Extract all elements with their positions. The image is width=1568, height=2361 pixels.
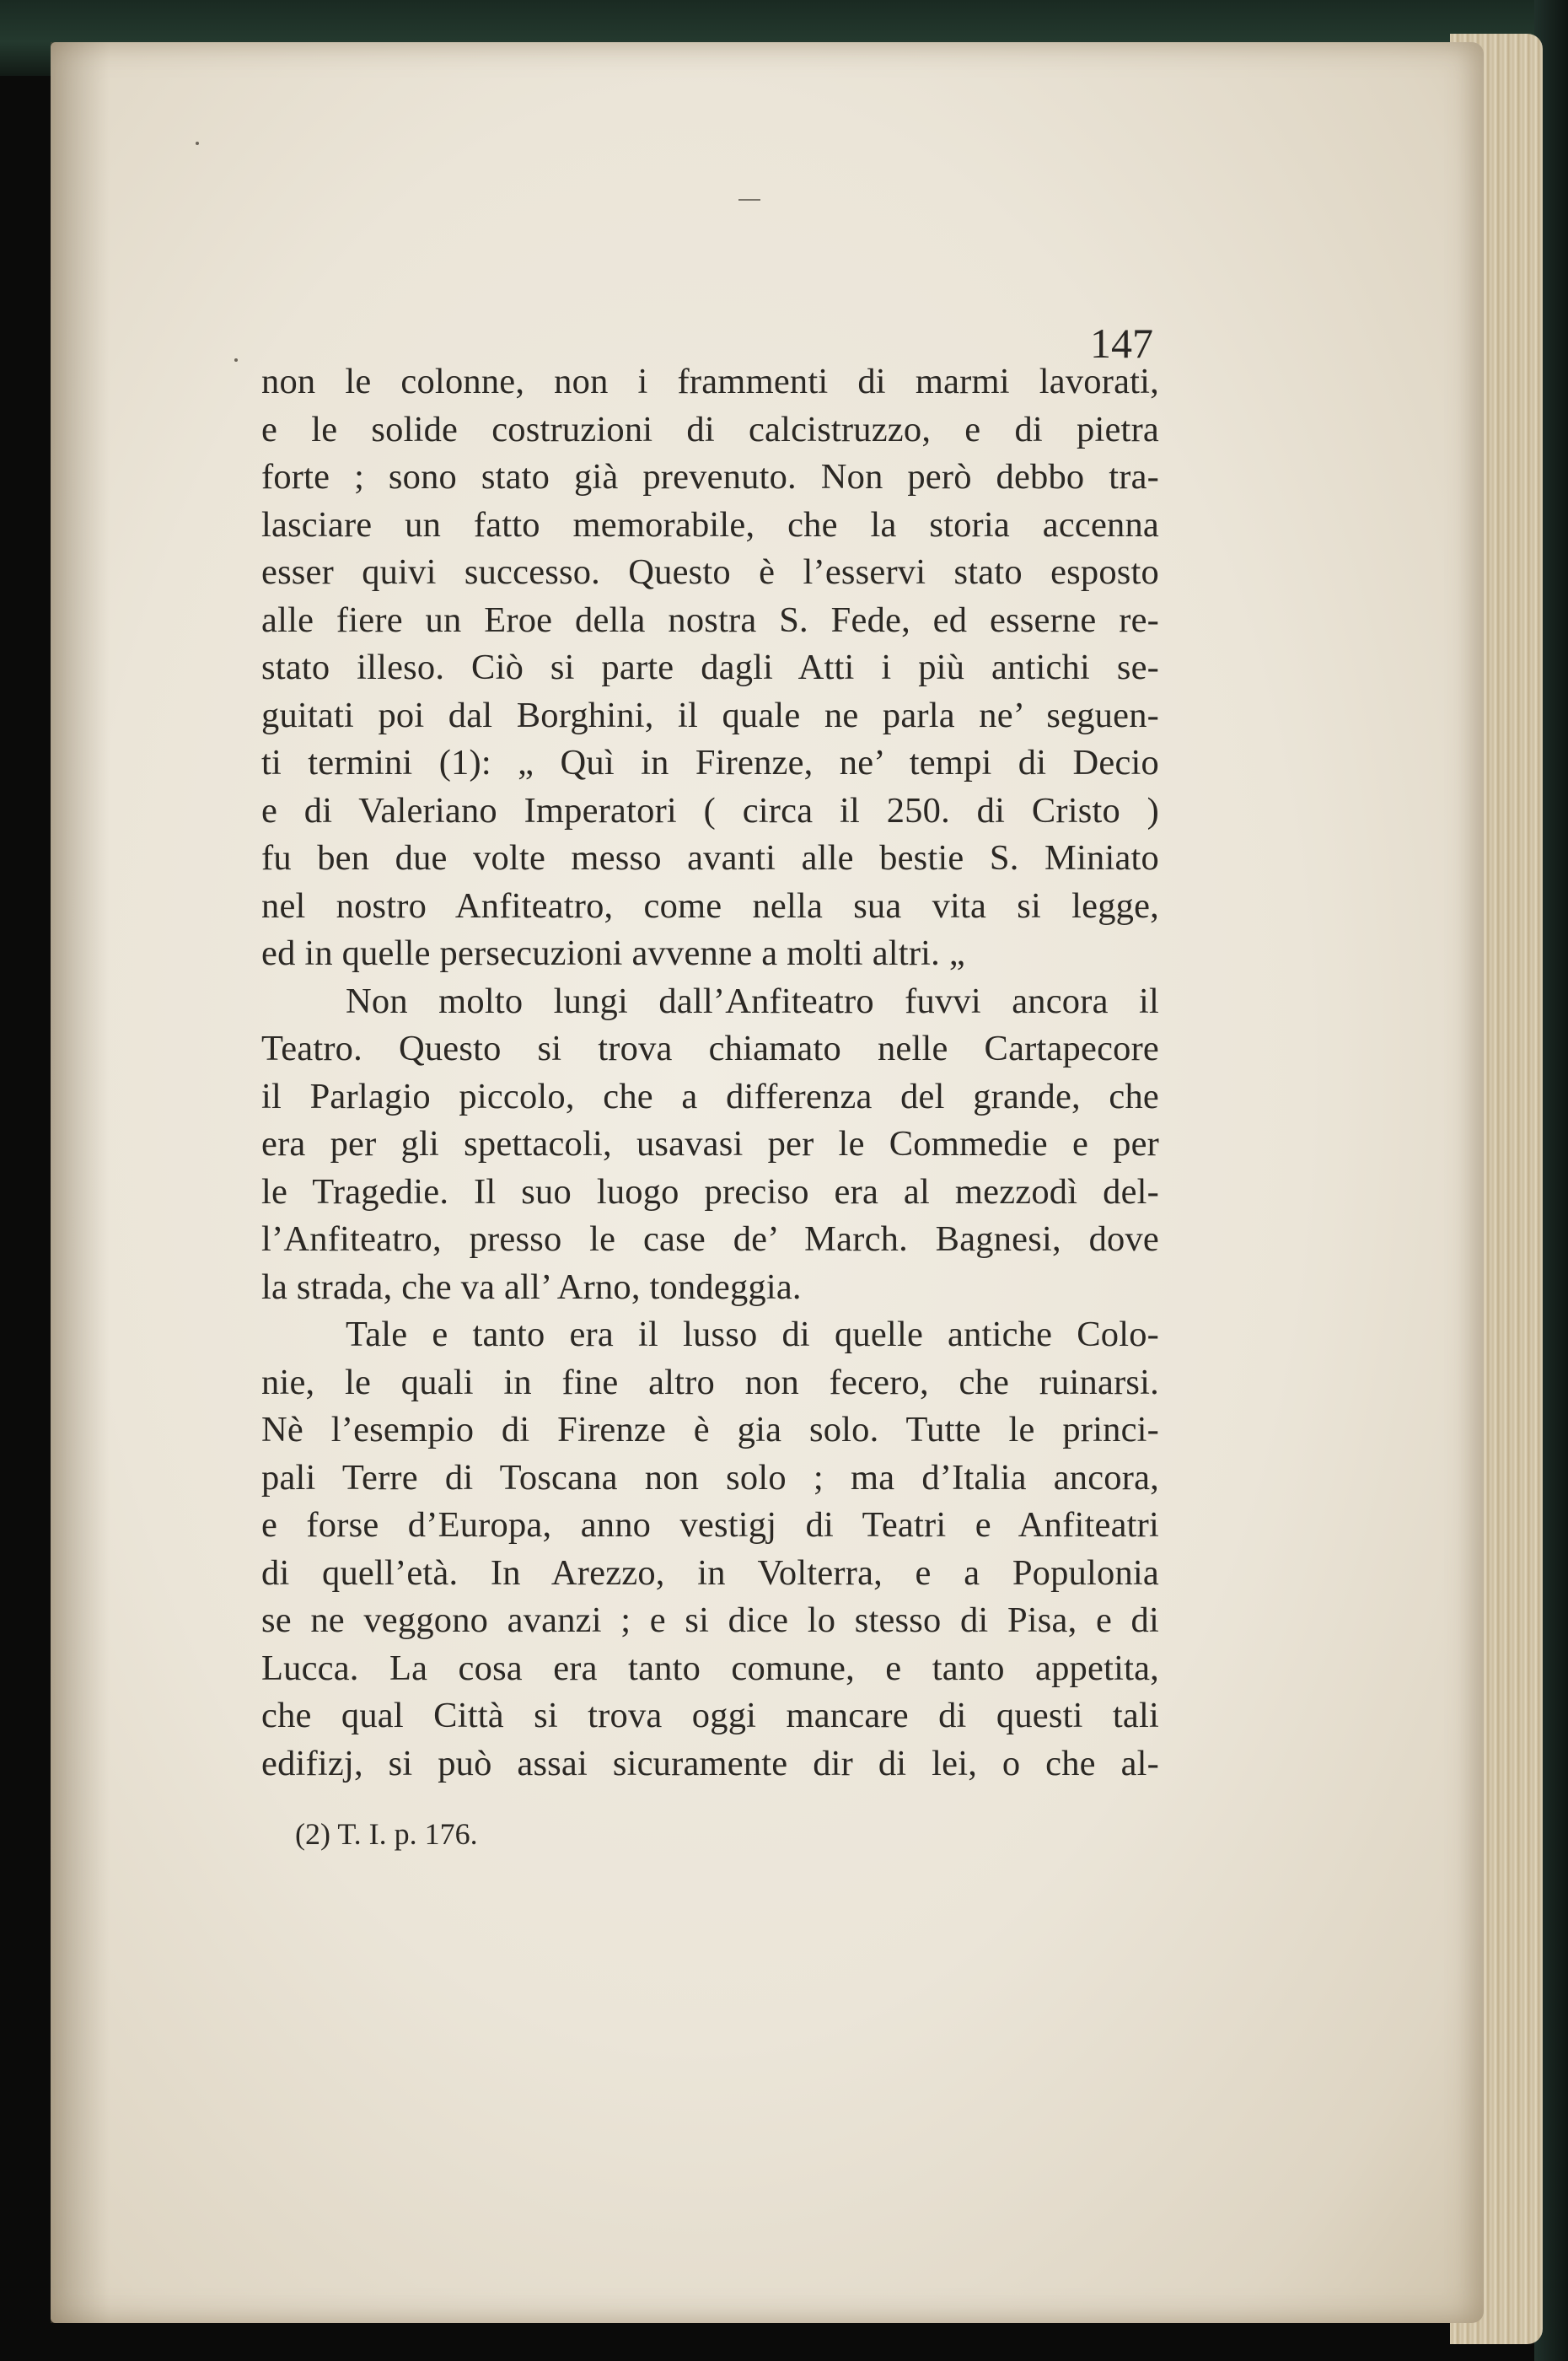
text-line: non le colonne, non i frammenti di marmi lavorati, — [261, 362, 1159, 401]
text-line: e di Valeriano Imperatori ( circa il 250. di Cristo ) — [261, 790, 1159, 831]
text-line: esser quivi successo. Questo è l’esservi stato esposto — [261, 552, 1159, 592]
text-line: l’Anfiteatro, presso le case de’ March. Bagnesi, dove — [261, 1219, 1159, 1259]
text-line: di quell’età. In Arezzo, in Volterra, e a Populonia — [261, 1552, 1159, 1593]
text-line: edifizj, si può assai sicuramente dir di lei, o che al- — [261, 1743, 1159, 1783]
text-line: se ne veggono avanzi ; e si dice lo stesso di Pisa, e di — [261, 1600, 1159, 1640]
text-line: la strada, che va all’ Arno, tondeggia. — [261, 1267, 802, 1307]
text-line: lasciare un fatto memorabile, che la storia accenna — [261, 504, 1159, 545]
text-line: fu ben due volte messo avanti alle bestie S. Miniato — [261, 838, 1159, 878]
text-line: pali Terre di Toscana non solo ; ma d’Italia ancora, — [261, 1457, 1159, 1498]
text-line: guitati poi dal Borghini, il quale ne parla ne’ seguen- — [261, 695, 1159, 735]
text-line: le Tragedie. Il suo luogo preciso era al mezzodì del- — [261, 1171, 1159, 1212]
text-line: ed in quelle persecuzioni avvenne a molti altri. „ — [261, 933, 965, 973]
paper-speck — [196, 142, 199, 145]
text-line: e forse d’Europa, anno vestigj di Teatri e Anfiteatri — [261, 1505, 1159, 1545]
page-number: 147 — [1090, 320, 1153, 367]
text-line: Tale e tanto era il lusso di quelle antiche Colo- — [346, 1315, 1159, 1354]
text-line: stato illeso. Ciò si parte dagli Atti i più antichi se- — [261, 648, 1159, 687]
text-line: nie, le quali in fine altro non fecero, che ruinarsi. — [261, 1362, 1159, 1402]
text-line: Lucca. La cosa era tanto comune, e tanto appetita, — [261, 1648, 1159, 1688]
text-line: che qual Città si trova oggi mancare di questi tali — [261, 1696, 1159, 1735]
body-text — [261, 358, 1159, 1788]
text-line: Teatro. Questo si trova chiamato nelle Cartapecore — [261, 1029, 1159, 1068]
text-line: e le solide costruzioni di calcistruzzo, e di pietra — [261, 409, 1159, 449]
text-line: Nè l’esempio di Firenze è gia solo. Tutte le princi- — [261, 1410, 1159, 1449]
text-line: ti termini (1): „ Quì in Firenze, ne’ tempi di Decio — [261, 743, 1159, 783]
top-dash-mark — [738, 199, 760, 201]
gutter-shadow — [51, 42, 110, 2323]
text-line: il Parlagio piccolo, che a differenza del grande, che — [261, 1076, 1159, 1116]
text-line: era per gli spettacoli, usavasi per le Commedie e per — [261, 1124, 1159, 1164]
text-line: alle fiere un Eroe della nostra S. Fede, ed esserne re- — [261, 600, 1159, 640]
paper-speck — [234, 358, 238, 362]
footnote: (2) T. I. p. 176. — [295, 1817, 478, 1851]
text-line: nel nostro Anfiteatro, come nella sua vita si legge, — [261, 885, 1159, 926]
text-line: forte ; sono stato già prevenuto. Non però debbo tra- — [261, 457, 1159, 497]
text-line: Non molto lungi dall’Anfiteatro fuvvi ancora il — [346, 981, 1159, 1021]
